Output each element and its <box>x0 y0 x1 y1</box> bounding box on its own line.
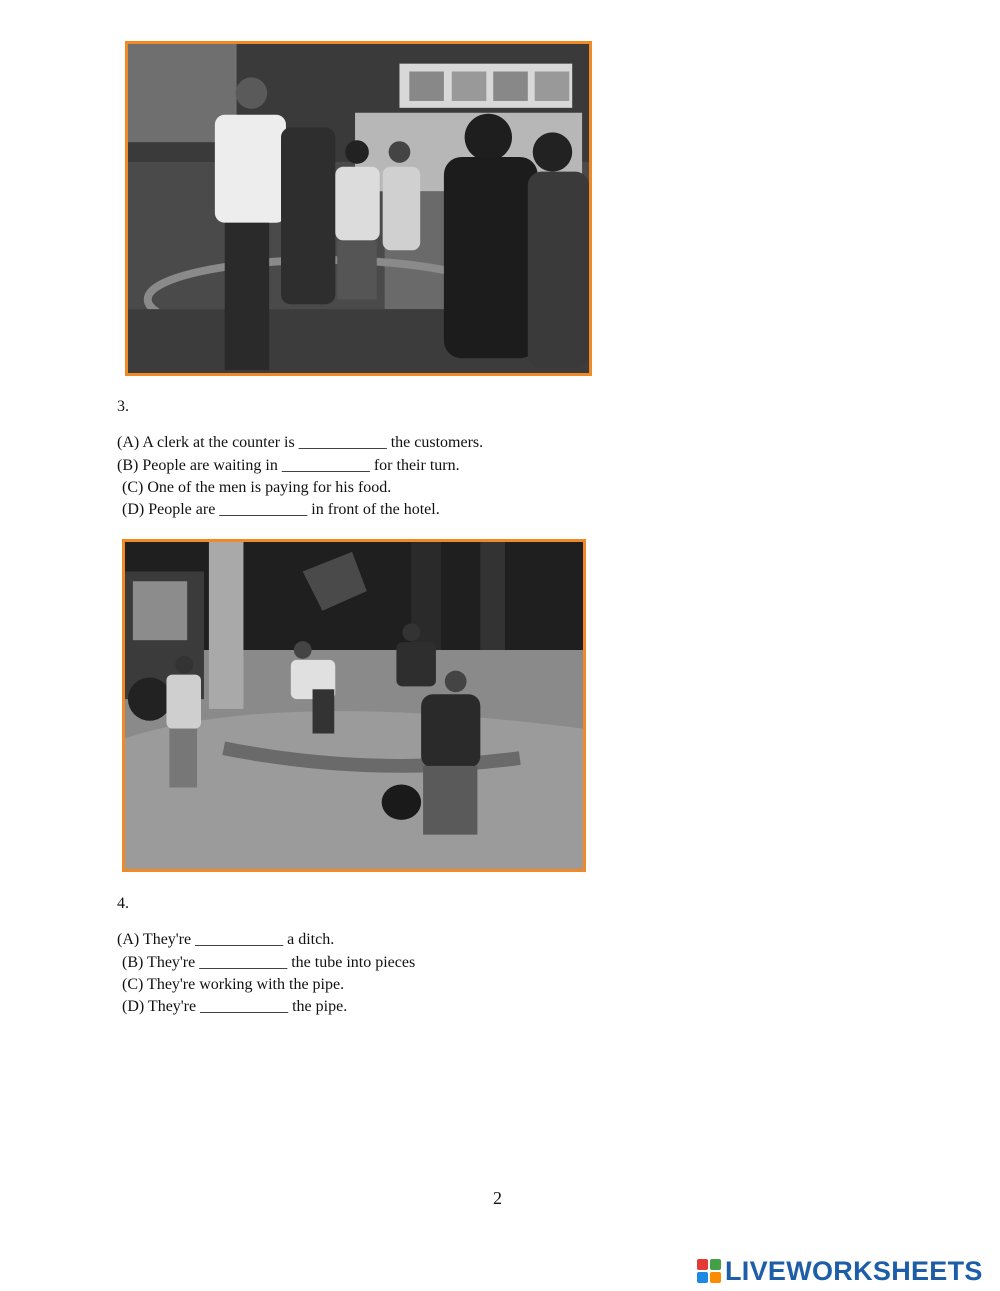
construction-workers-photo-icon <box>125 542 583 869</box>
answer-blank[interactable]: ___________ <box>219 501 308 518</box>
option-b <box>117 456 460 476</box>
option-rest: the customers. <box>390 434 484 451</box>
option-d <box>122 997 347 1017</box>
question-number: 4. <box>117 895 129 912</box>
answer-blank[interactable]: ___________ <box>281 457 370 474</box>
answer-blank[interactable]: ___________ <box>200 998 289 1015</box>
option-c <box>122 975 344 995</box>
option-a <box>117 930 334 950</box>
logo-text: LIVEWORKSHEETS <box>725 1255 983 1286</box>
answer-blank[interactable]: ___________ <box>298 434 387 451</box>
option-d <box>122 500 440 520</box>
option-label: (A) A clerk at the counter is <box>117 434 295 451</box>
option-rest: a ditch. <box>287 931 335 948</box>
option-label: (D) People are <box>122 501 216 518</box>
photo-fast-food-queue <box>125 41 592 376</box>
option-b <box>122 953 415 973</box>
photo-construction-workers <box>122 539 586 872</box>
answer-blank[interactable]: ___________ <box>199 954 288 971</box>
liveworksheets-logo <box>697 1256 983 1286</box>
option-label: (C) They're working with the pipe. <box>122 976 345 993</box>
option-label: (B) People are waiting in <box>117 457 278 474</box>
option-a <box>117 433 483 453</box>
option-rest: the tube into pieces <box>291 954 416 971</box>
option-rest: for their turn. <box>373 457 460 474</box>
logo-squares-icon <box>697 1259 721 1283</box>
option-c <box>122 478 391 498</box>
option-rest: the pipe. <box>292 998 348 1015</box>
option-label: (B) They're <box>122 954 196 971</box>
option-rest: in front of the hotel. <box>311 501 440 518</box>
page-number: 2 <box>493 1188 502 1208</box>
question-number: 3. <box>117 398 129 415</box>
fast-food-queue-photo-icon <box>128 44 589 373</box>
option-label: (D) They're <box>122 998 197 1015</box>
answer-blank[interactable]: ___________ <box>195 931 284 948</box>
option-label: (A) They're <box>117 931 192 948</box>
option-label: (C) One of the men is paying for his food. <box>122 479 392 496</box>
